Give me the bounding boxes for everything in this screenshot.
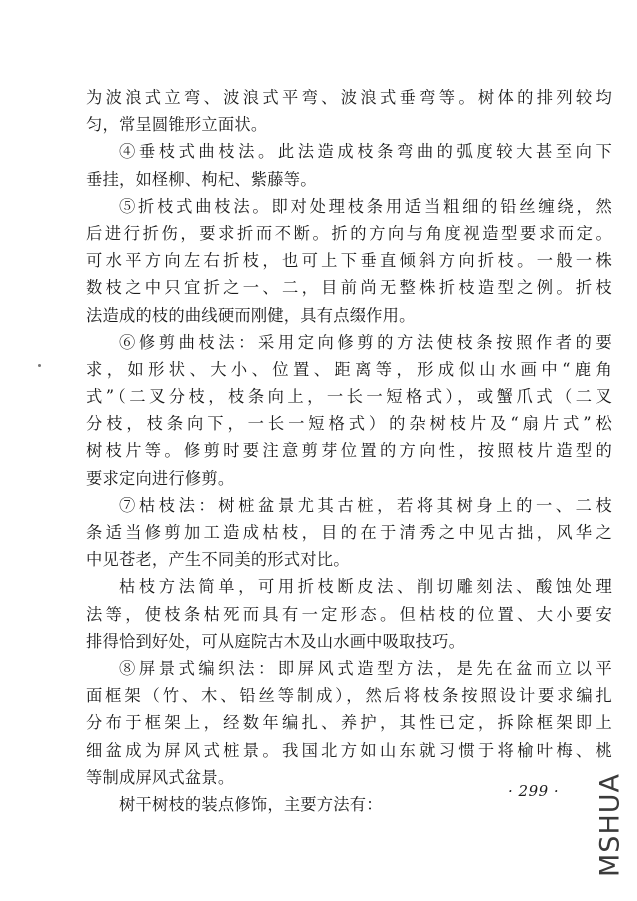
text-line: 中见苍老，产生不同美的形式对比。: [86, 550, 350, 570]
text-line: 为波浪式立弯、波浪式平弯、波浪式垂弯等。树体的排列较均: [86, 88, 612, 107]
text-line: 匀，常呈圆锥形立面状。: [86, 115, 268, 135]
text-line: 等制成屏风式盆景。: [86, 767, 235, 787]
text-line: ④垂枝式曲枝法。此法造成枝条弯曲的弧度较大甚至向下: [119, 142, 612, 162]
text-line: ⑤折枝式曲枝法。即对处理枝条用适当粗细的铅丝缠绕，然: [119, 196, 612, 216]
text-line: 后进行折伤，要求折而不断。折的方向与角度视造型要求而定。: [86, 223, 612, 243]
text-line: 求，如形状、大小、位置、距离等，形成似山水画中“鹿角: [86, 359, 612, 379]
text-line: 树干树枝的装点修饰，主要方法有：: [119, 794, 383, 814]
watermark: [590, 760, 630, 890]
text-line: 细盆成为屏风式桩景。我国北方如山东就习惯于将榆叶梅、桃: [86, 740, 612, 760]
watermark-text: MSHUA: [594, 773, 626, 877]
text-line: 法等，使枝条枯死而具有一定形态。但枯枝的位置、大小要安: [86, 604, 612, 624]
text-line: 面框架（竹、木、铅丝等制成），然后将枝条按照设计要求编扎: [86, 686, 612, 706]
scan-speck: [38, 364, 41, 367]
text-line: 枯枝方法简单，可用折枝断皮法、削切雕刻法、酸蚀处理: [119, 577, 612, 597]
text-line: 树枝片等。修剪时要注意剪芽位置的方向性，按照枝片造型的: [86, 441, 612, 461]
body-text: [86, 84, 612, 818]
text-line: 分布于框架上，经数年编扎、养护，其性已定，拆除框架即上: [86, 713, 612, 733]
text-line: 分枝，枝条向下，一长一短格式）的杂树枝片及“扇片式”松: [86, 414, 612, 434]
page-number: · 299 ·: [508, 782, 560, 800]
text-line: 条适当修剪加工造成枯枝，目的在于清秀之中见古拙，风华之: [86, 523, 612, 542]
text-line: ⑥修剪曲枝法：采用定向修剪的方法使枝条按照作者的要: [119, 332, 612, 352]
text-line: 排得恰到好处，可从庭院古木及山水画中吸取技巧。: [86, 631, 466, 651]
text-line: 法造成的枝的曲线硬而刚健，具有点缀作用。: [86, 305, 416, 325]
text-line: ⑧屏景式编织法：即屏风式造型方法，是先在盆而立以平: [119, 658, 612, 678]
text-line: 式”（二叉分枝，枝条向上，一长一短格式），或蟹爪式（二叉: [86, 387, 612, 407]
text-line: 可水平方向左右折枝，也可上下垂直倾斜方向折枝。一般一株: [86, 251, 612, 271]
text-line: 垂挂，如柽柳、枸杞、紫藤等。: [86, 169, 317, 189]
text-line: 数枝之中只宜折之一、二，目前尚无整株折枝造型之例。折枝: [86, 278, 612, 298]
text-line: 要求定向进行修剪。: [86, 468, 235, 488]
text-line: ⑦枯枝法：树桩盆景尤其古桩，若将其树身上的一、二枝: [119, 495, 612, 515]
